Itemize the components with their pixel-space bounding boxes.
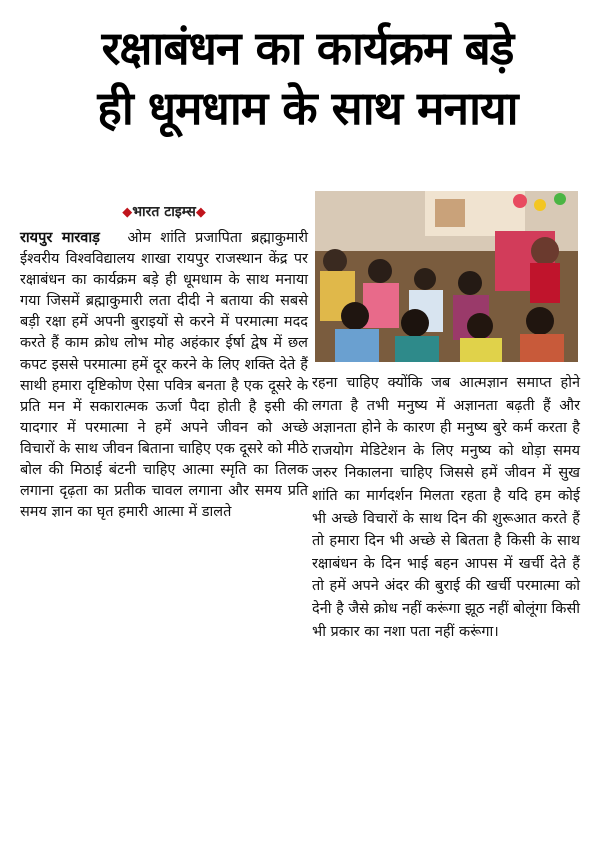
article-text-left: ओम शांति प्रजापिता ब्रह्माकुमारी ईश्वरीय विश्वविद्यालय शाखा रायपुर राजस्थान केंद्र पर रक्षाबंधन का कार्यक्रम बड़े ही धूमधाम के साथ मनाया गया जिसमें ब्रह्माकुमारी लता दीदी ने बताया की सबसे बड़ी रक्षा हमें अपनी बुराइयों से करने में परमात्मा मदद करते हैं काम क्रोध लोभ मोह अहंकार ईर्षा द्वेष में छल कपट इससे परमात्मा हमें दूर करने के लिए शक्ति देते हैं साथी हमारा दृष्टिकोण ऐसा पवित्र बनता है एक दूसरे के प्रति मन में सकारात्मक ऊर्जा पैदा होती है इसी की यादगार में परमात्मा ने हमें अपने जीवन को अच्छे विचारों के साथ जीवन बिताना चाहिए एक दूसरे को मीठे बोल की मिठाई बंटनी चाहिए आत्मा स्मृति का तिलक लगाना दृढ़ता का प्रतीक चावल लगाना और समय प्रति समय ज्ञान का घृत हमारी आत्मा में डालते [20,230,308,521]
headline-line-1: रक्षाबंधन का कार्यक्रम बड़े [101,21,514,75]
source-credit [20,202,308,221]
source-name: भारत टाइम्स [132,204,196,220]
article-column-right [312,372,580,643]
article-column-left [20,228,308,523]
diamond-icon: ◆ [122,205,133,220]
headline-line-2: ही धूमधाम के साथ मनाया [97,81,518,135]
dateline: रायपुर मारवाड़ [20,230,100,246]
headline [0,18,615,138]
diamond-icon: ◆ [195,205,206,220]
event-photo [315,191,578,362]
event-photo-illustration [315,191,578,362]
article-text-right: रहना चाहिए क्योंकि जब आत्मज्ञान समाप्त होने लगता है तभी मनुष्य में अज्ञानता बढ़ती हैं और अज्ञानता होने के कारण ही मनुष्य बुरे कर्म करता है राजयोग मेडिटेशन के लिए मनुष्य को थोड़ा समय जरुर निकालना चाहिए जिससे हमें जीवन में सुख शांति का मार्गदर्शन मिलता रहता है यदि हम कोई भी अच्छे विचारों के साथ दिन की शुरूआत करते हैं तो हमारा दिन भी अच्छे से बितता है किसी के साथ रक्षाबंधन के दिन भाई बहन आपस में खर्ची देते हैं तो हमें अपने अंदर की बुराई की खर्ची परमात्मा को देनी है जैसे क्रोध नहीं करूंगा झूठ नहीं बोलूंगा किसी भी प्रकार का नशा पता नहीं करूंगा। [312,375,580,640]
